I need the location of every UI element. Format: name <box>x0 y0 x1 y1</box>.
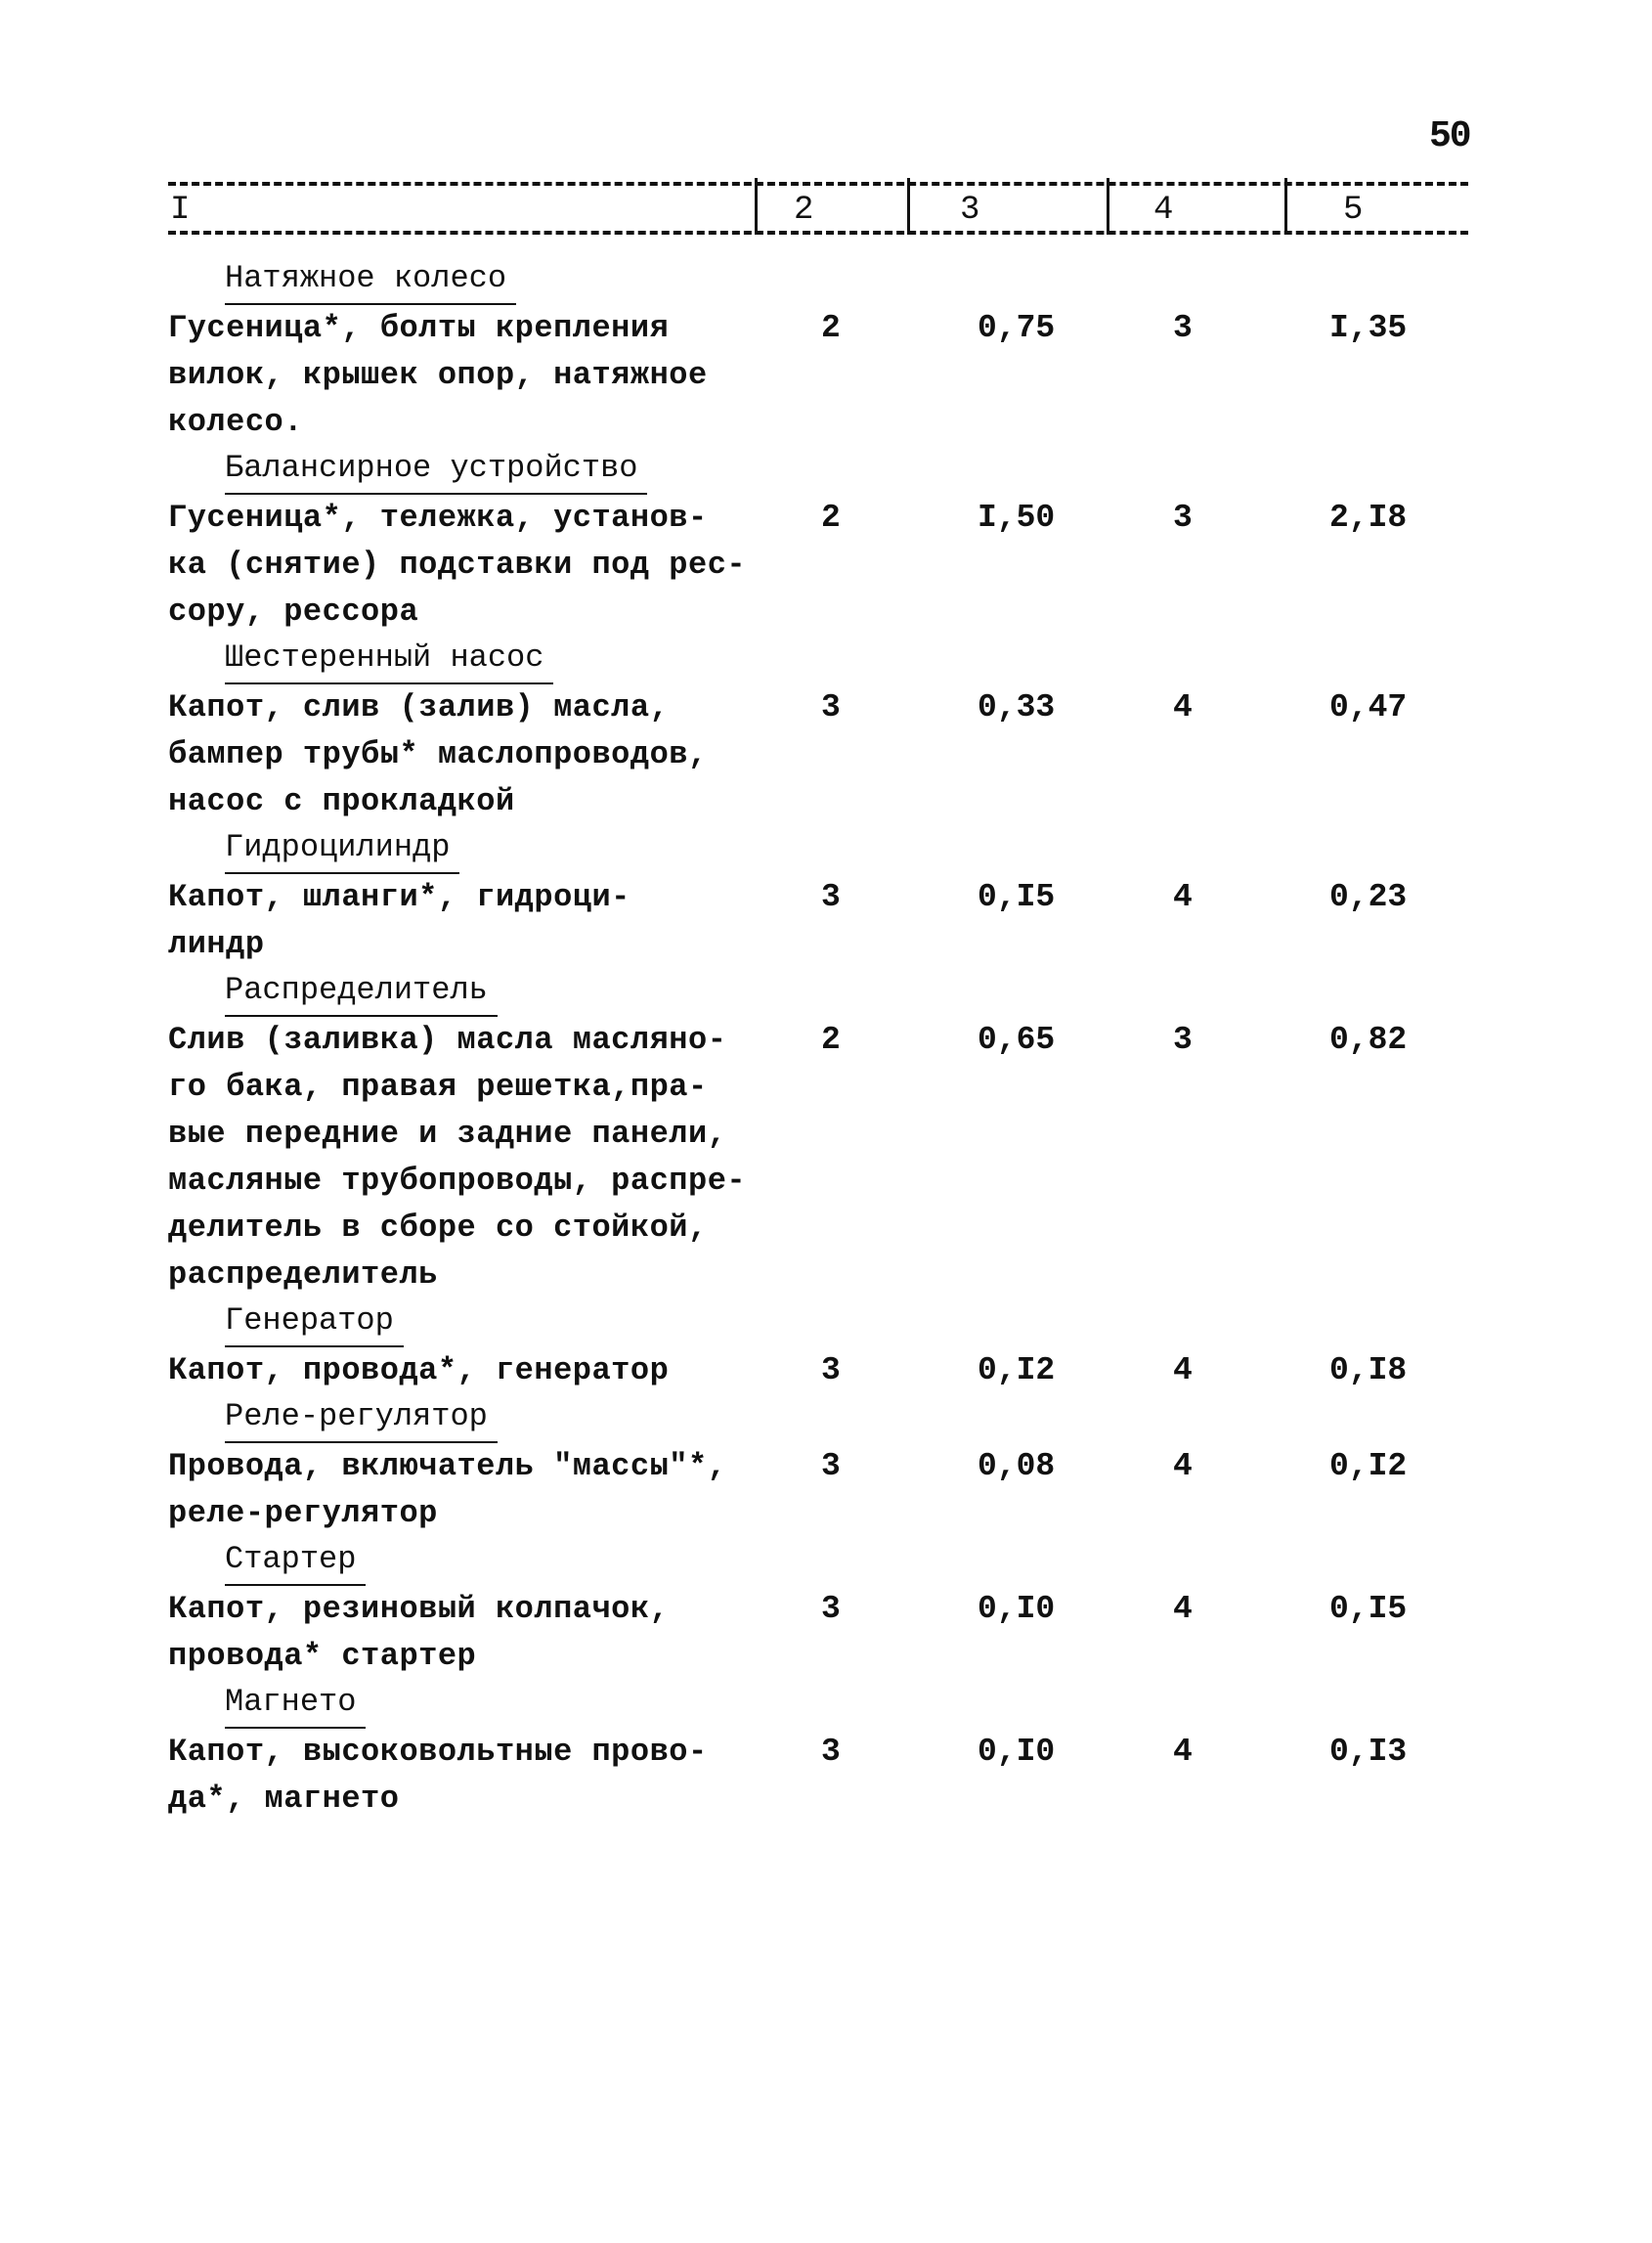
row-col-4: 4 <box>1173 1448 1193 1484</box>
row-col-3: 0,75 <box>978 310 1056 346</box>
row-col-4: 3 <box>1173 1022 1193 1058</box>
row-description: Капот, провода*, генератор <box>168 1352 670 1388</box>
row-col-4: 3 <box>1173 310 1193 346</box>
header-separator <box>755 178 758 235</box>
section-title: Реле-регулятор <box>225 1394 498 1443</box>
row-col-5: 0,I3 <box>1329 1734 1408 1770</box>
row-col-5: 0,I5 <box>1329 1591 1408 1627</box>
row-description: Слив (заливка) масла масляно- го бака, правая решетка,пра- вые передние и задние панели, масляные трубопроводы, распре- делитель в сборе со стойкой, распределитель <box>168 1022 747 1293</box>
row-col-4: 4 <box>1173 1734 1193 1770</box>
row-description: Капот, слив (залив) масла, бампер трубы* маслопроводов, насос с прокладкой <box>168 689 708 819</box>
table-row <box>168 1586 1468 1680</box>
table-row <box>168 1443 1468 1537</box>
row-col-4: 4 <box>1173 689 1193 726</box>
row-col-2: 3 <box>821 879 841 915</box>
row-col-3: 0,I0 <box>978 1734 1056 1770</box>
row-col-3: I,50 <box>978 500 1056 536</box>
header-col-3: 3 <box>960 192 980 229</box>
row-col-2: 3 <box>821 1591 841 1627</box>
table-row <box>168 684 1468 825</box>
row-col-5: 0,I8 <box>1329 1352 1408 1388</box>
table-section <box>168 1298 1468 1394</box>
row-col-2: 3 <box>821 1734 841 1770</box>
header-separator <box>907 178 910 235</box>
row-col-3: 0,I0 <box>978 1591 1056 1627</box>
header-bottom-rule <box>168 231 1468 235</box>
row-col-5: 0,23 <box>1329 879 1408 915</box>
row-col-2: 3 <box>821 1352 841 1388</box>
section-title: Гидроцилиндр <box>225 825 459 874</box>
row-col-3: 0,I2 <box>978 1352 1056 1388</box>
section-title: Шестеренный насос <box>225 636 553 684</box>
row-col-4: 4 <box>1173 1352 1193 1388</box>
table-section <box>168 825 1468 968</box>
section-title: Натяжное колесо <box>225 256 516 305</box>
header-col-4: 4 <box>1153 192 1174 229</box>
row-col-2: 2 <box>821 500 841 536</box>
column-header <box>168 176 1468 237</box>
table-row <box>168 874 1468 968</box>
section-title: Балансирное устройство <box>225 446 647 495</box>
table-section <box>168 446 1468 636</box>
table-row <box>168 495 1468 636</box>
row-description: Провода, включатель "массы"*, реле-регулятор <box>168 1448 727 1531</box>
row-col-2: 2 <box>821 310 841 346</box>
row-col-3: 0,65 <box>978 1022 1056 1058</box>
row-description: Гусеница*, тележка, установ- ка (снятие) подставки под рес- сору, рессора <box>168 500 747 630</box>
row-description: Капот, высоковольтные прово- да*, магнето <box>168 1734 708 1817</box>
header-col-5: 5 <box>1343 192 1364 229</box>
row-description: Гусеница*, болты крепления вилок, крышек опор, натяжное колесо. <box>168 310 708 440</box>
row-col-3: 0,33 <box>978 689 1056 726</box>
row-col-3: 0,08 <box>978 1448 1056 1484</box>
row-description: Капот, резиновый колпачок, провода* стартер <box>168 1591 670 1674</box>
section-title: Магнето <box>225 1680 366 1729</box>
row-col-4: 3 <box>1173 500 1193 536</box>
row-col-3: 0,I5 <box>978 879 1056 915</box>
row-col-2: 3 <box>821 689 841 726</box>
table-row <box>168 1017 1468 1298</box>
section-title: Стартер <box>225 1537 366 1586</box>
row-description: Капот, шланги*, гидроци- линдр <box>168 879 630 962</box>
row-col-4: 4 <box>1173 879 1193 915</box>
section-title: Распределитель <box>225 968 498 1017</box>
table-row <box>168 1347 1468 1394</box>
header-col-2: 2 <box>794 192 814 229</box>
section-title: Генератор <box>225 1298 404 1347</box>
table-section <box>168 636 1468 825</box>
header-col-1: I <box>170 192 191 229</box>
row-col-2: 3 <box>821 1448 841 1484</box>
table-row <box>168 1729 1468 1823</box>
table-section <box>168 256 1468 446</box>
row-col-4: 4 <box>1173 1591 1193 1627</box>
table-section <box>168 968 1468 1298</box>
row-col-5: 0,I2 <box>1329 1448 1408 1484</box>
table-section <box>168 1537 1468 1680</box>
table-section <box>168 1680 1468 1823</box>
header-separator <box>1284 178 1287 235</box>
table-row <box>168 305 1468 446</box>
table-body <box>168 256 1468 1823</box>
row-col-2: 2 <box>821 1022 841 1058</box>
table-section <box>168 1394 1468 1537</box>
row-col-5: I,35 <box>1329 310 1408 346</box>
header-separator <box>1107 178 1109 235</box>
header-top-rule <box>168 182 1468 186</box>
page-number: 50 <box>1429 115 1470 157</box>
row-col-5: 0,47 <box>1329 689 1408 726</box>
row-col-5: 2,I8 <box>1329 500 1408 536</box>
row-col-5: 0,82 <box>1329 1022 1408 1058</box>
